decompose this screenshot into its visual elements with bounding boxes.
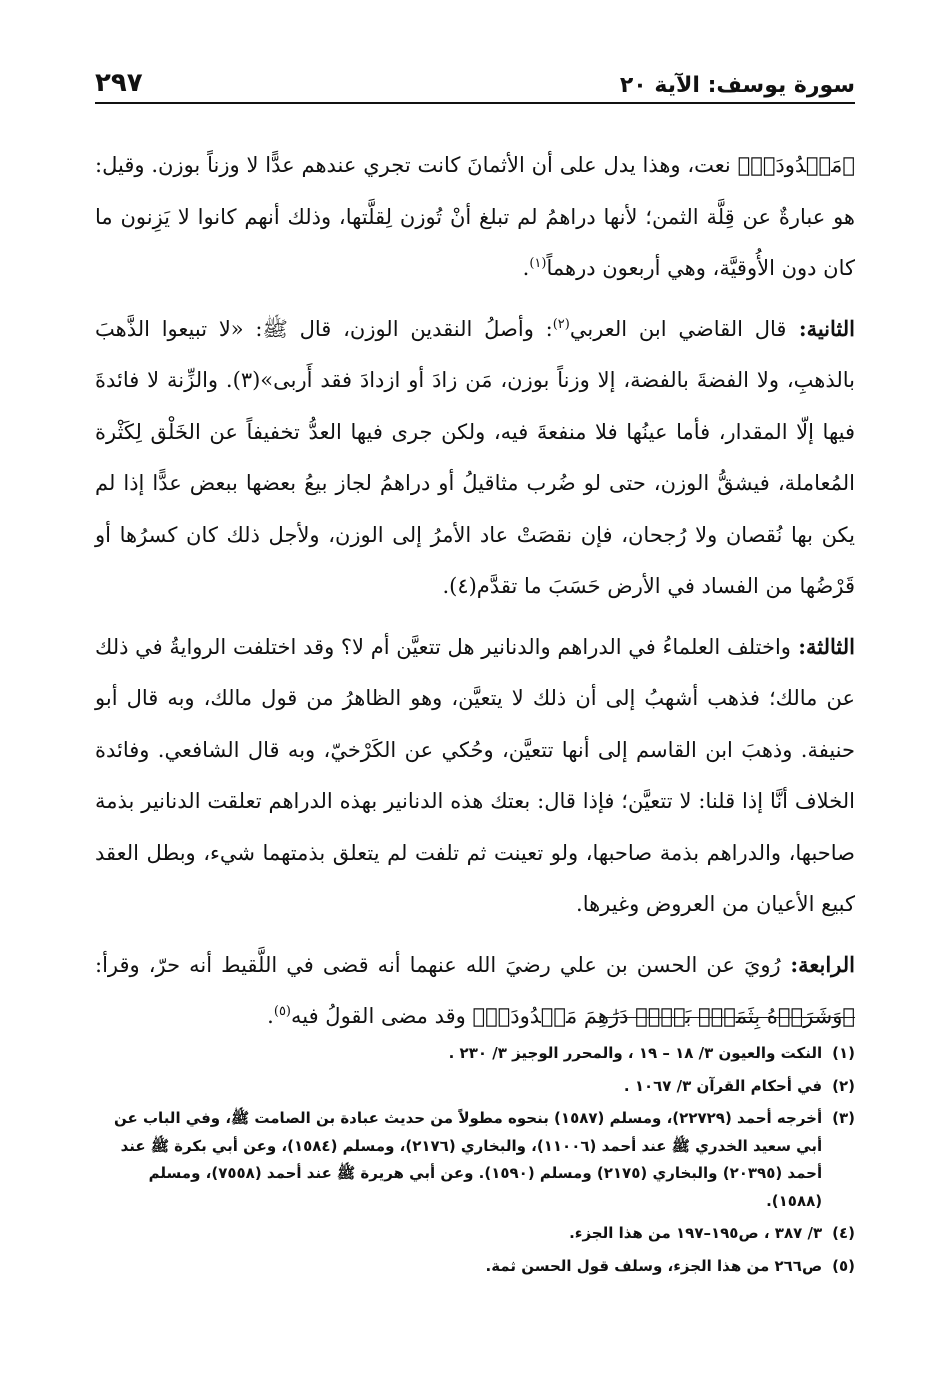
paragraph-1 — [95, 140, 855, 295]
footnote-divider — [600, 1017, 855, 1018]
paragraph-tail: . — [267, 1004, 274, 1028]
footnotes — [95, 1040, 855, 1285]
footnote-item — [95, 1040, 855, 1068]
footnote-text: أخرجه أحمد (٢٢٧٢٩)، ومسلم (١٥٨٧) بنحوه مطولاً من حديث عبادة بن الصامت ﷺ، وفي الباب عن أبي سعيد الخدري ﷺ عند أحمد (١١٠٠٦)، والبخاري (٢١٧٦)، ومسلم (١٥٨٤)، وعن أبي بكرة ﷺ عند أحمد (٢٠٣٩٥) والبخاري (٢١٧٥) ومسلم (١٥٩٠). وعن أبي هريرة ﷺ عند أحمد (٧٥٥٨)، ومسلم (١٥٨٨). — [114, 1109, 823, 1210]
paragraph-text: نعت، وهذا يدل على أن الأثمانَ كانت تجري عندهم عدًّا لا وزناً بوزن. وقيل: هو عبارةٌ عن قِلَّة الثمن؛ لأنها دراهمُ لم تبلغ أنْ تُوزن لِقلَّتها، وذلك أنهم كانوا لا يَزِنون ما كان دون الأُوقيَّة، وهي أربعون درهماً — [95, 153, 855, 280]
footnote-ref: (٥) — [273, 1004, 291, 1019]
page-number: ٢٩٧ — [95, 68, 143, 98]
page-header — [95, 62, 855, 98]
footnote-item — [95, 1073, 855, 1101]
footnote-item — [95, 1253, 855, 1281]
section-lead: الثالثة: — [790, 633, 855, 659]
header-divider — [95, 102, 855, 104]
footnote-ref: (٢) — [552, 316, 570, 332]
footnote-text: ٣/ ٣٨٧ ، ص١٩٥–١٩٧ من هذا الجزء. — [569, 1224, 823, 1242]
footnote-text: النكت والعيون ٣/ ١٨ – ١٩ ، والمحرر الوجيز ٣/ ٢٣٠ . — [448, 1044, 823, 1062]
paragraph-tail: : وأصلُ النقدين الوزن، قال ﷺ: «لا تبيعوا الذَّهبَ بالذهبِ، ولا الفضةَ بالفضة، إلا وزناً بوزن، مَن زادَ أو ازدادَ فقد أَربى»(٣). والزِّنة لا فائدةَ فيها إلّا المقدار، فأما عينُها فلا منفعةَ فيه، ولكن جرى فيها العدُّ تخفيفاً عن الخَلْق لِكَثْرة المُعاملة، فيشقُّ الوزن، حتى لو ضُرب مثاقيلُ أو دراهمُ لجاز بيعُ بعضها ببعض عدًّا إذا لم يكن بها نُقصان ولا رُجحان، فإن نقصَتْ عاد الأمرُ إلى الوزن، ولأجل ذلك كان كسرُها أو قَرْضُها من الفساد في الأرض حَسَبَ ما تقدَّم(٤). — [95, 316, 855, 598]
paragraph-text: واختلف العلماءُ في الدراهم والدنانير هل تتعيَّن أم لا؟ وقد اختلفت الروايةُ في ذلك عن مالك؛ فذهب أشهبُ إلى أن ذلك لا يتعيَّن، وهو الظاهرُ من قول مالك، وبه قال أبو حنيفة. وذهبَ ابن القاسم إلى أنها تتعيَّن، وحُكي عن الكَرْخيّ، وبه قال الشافعي. وفائدة الخلاف أنَّا إذا قلنا: لا تتعيَّن؛ فإذا قال: بعتك هذه الدنانير بهذه الدراهم تعلقت الدنانير بذمة صاحبها، والدراهم بذمة صاحبها، ولو تعينت ثم تلفت لم يتعلق بذمتهما شيء، وبطل العقد كبيع الأعيان من العروض وغيرها. — [95, 634, 855, 916]
section-lead: الثانية: — [786, 315, 855, 341]
footnote-number: (٢) — [832, 1076, 855, 1095]
paragraph-text: قال القاضي ابن العربي — [569, 316, 787, 341]
section-lead: الرابعة: — [780, 951, 856, 977]
main-text — [95, 140, 855, 1051]
footnote-number: (٤) — [832, 1224, 855, 1242]
running-title: سورة يوسف: الآية ٢٠ — [619, 73, 855, 98]
footnote-item — [95, 1220, 855, 1248]
paragraph-4 — [95, 939, 855, 1043]
paragraph-text: رُويَ عن الحسن بن علي رضيَ الله عنهما أنه قضى في اللَّقيط أنه حرّ، وقرأ: ﴿وَشَرَوۡهُ بِثَمَنِۭ بَخۡسٖ دَرَٰهِمَ مَعۡدُودَةٖ﴾ وقد مضى القولُ فيه — [95, 952, 855, 1028]
footnote-ref: (١) — [529, 256, 547, 271]
footnote-text: ص٢٦٦ من هذا الجزء، وسلف قول الحسن ثمة. — [485, 1256, 823, 1275]
footnote-text: في أحكام القرآن ٣/ ١٠٦٧ . — [623, 1076, 823, 1095]
footnote-number: (٥) — [832, 1256, 855, 1275]
paragraph-2 — [95, 303, 855, 613]
footnote-item — [95, 1105, 855, 1215]
paragraph-tail: . — [522, 256, 530, 280]
footnote-number: (٣) — [832, 1109, 855, 1127]
quran-quote: ﴿مَعۡدُودَةٖ﴾ — [737, 153, 855, 177]
paragraph-3 — [95, 621, 855, 931]
footnote-number: (١) — [832, 1044, 855, 1062]
